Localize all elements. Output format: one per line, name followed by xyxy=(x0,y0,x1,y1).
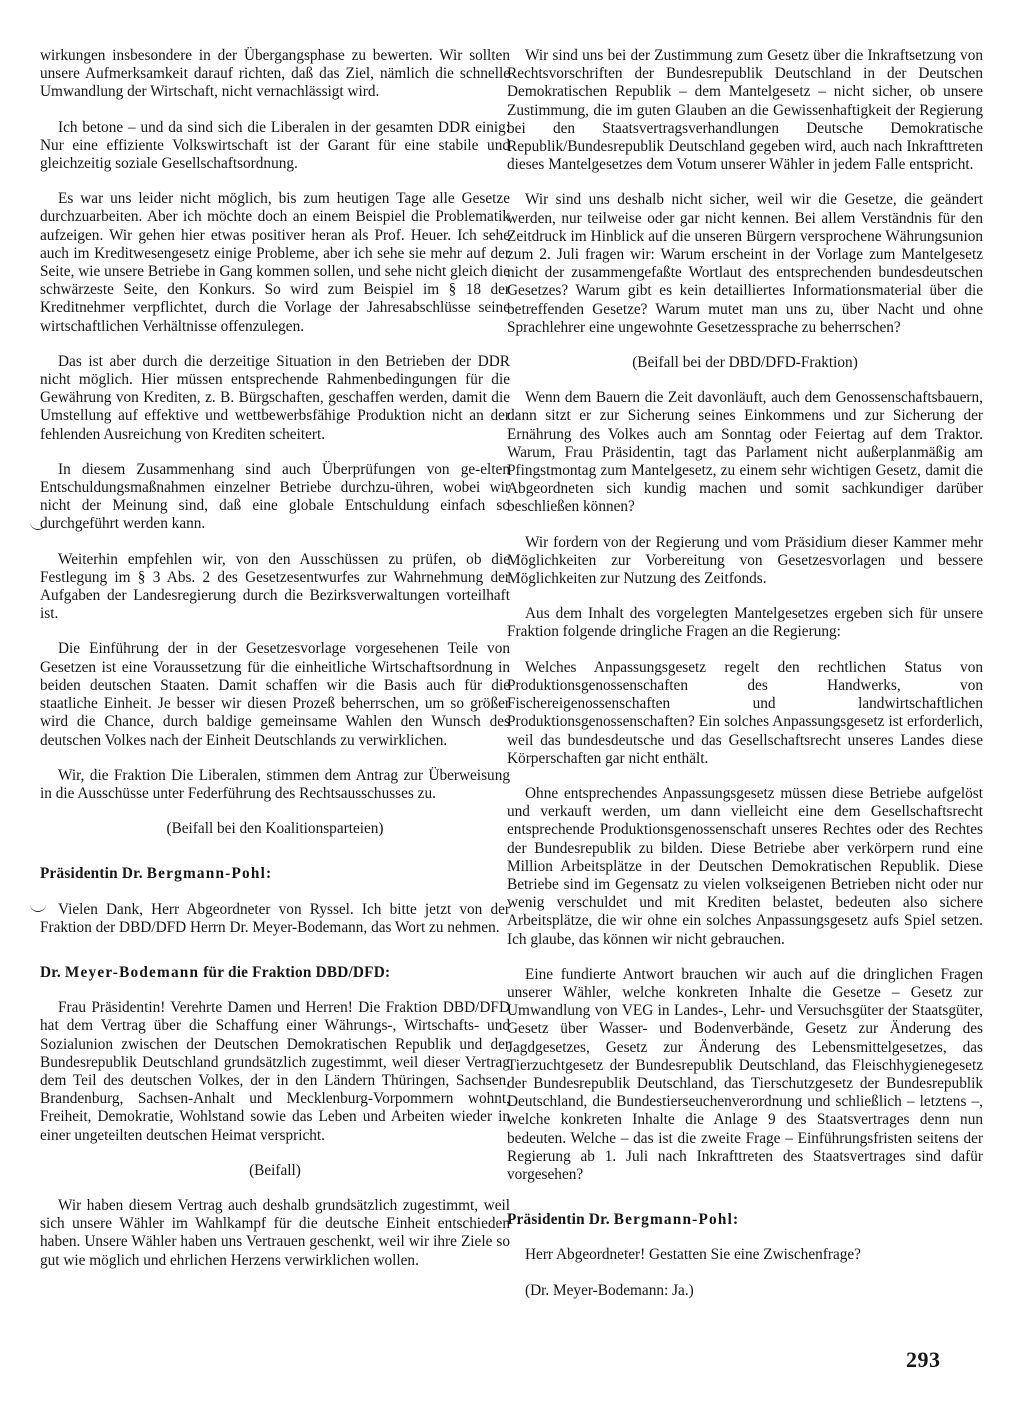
speaker-name: Meyer-Bodemann xyxy=(64,963,200,981)
paragraph: Weiterhin empfehlen wir, von den Ausschüssen zu prüfen, ob die Festlegung im § 3 Abs. 2 des Gesetzesentwurfes zur Wahrnehmung der Aufgaben der Landesregierung durch die Bezirksverwaltungen vorteilhaft ist. xyxy=(40,550,510,623)
paragraph: Wir sind uns deshalb nicht sicher, weil wir die Gesetze, die geändert werden, nur teilweise oder gar nicht kennen. Bei allem Verständnis für den Zeitdruck im Hinblick auf die unseren Bürgern versprochene Währungsunion zum 2. Juli fragen wir: Warum erscheint in der Vorlage zum Mantelgesetz nicht der zusammengefaßte Wortlaut des entsprechenden bundesdeutschen Gesetzes? Warum gibt es kein detailliertes Informationsmaterial über die betreffenden Gesetze? Warum mutet man uns zu, über Nacht und ohne Sprachlehrer eine ungewohnte Gesetzessprache zu beherrschen? xyxy=(507,191,983,336)
left-column xyxy=(40,47,510,1287)
speaker-heading xyxy=(40,865,510,883)
paragraph: Wir haben diesem Vertrag auch deshalb grundsätzlich zugestimmt, weil sich unsere Wähler im Wahlkampf für die deutsche Einheit entschieden haben. Unsere Wähler haben uns Vertrauen geschenkt, weil wir ihre Ziele so gut wie möglich und ehrlichen Herzens verwirklichen wollen. xyxy=(40,1196,510,1269)
paragraph: Ich betone – und da sind sich die Liberalen in der gesamten DDR einig: Nur eine effiziente Volkswirtschaft ist der Garant für eine stabile und gleichzeitig soziale Gesellschaftsordnung. xyxy=(40,118,510,173)
paragraph: Wir fordern von der Regierung und vom Präsidium dieser Kammer mehr Möglichkeiten zur Vorbereitung von Gesetzesvorlagen und bessere Möglichkeiten zur Nutzung des Zeitfonds. xyxy=(507,533,983,588)
paragraph: Das ist aber durch die derzeitige Situation in den Betrieben der DDR nicht möglich. Hier müssen entsprechende Rahmenbedingungen für die Gewährung von Krediten, z. B. Bürgschaften, geschaffen werden, damit die Umstellung auf effektive und wettbewerbsfähige Produktion nicht an der fehlenden Ausreichung von Krediten scheitert. xyxy=(40,352,510,443)
speaker-heading xyxy=(40,964,510,982)
speaker-prefix: Präsidentin Dr. xyxy=(40,865,147,883)
paragraph: In diesem Zusammenhang sind auch Überprüfungen von ge-elten Entschuldungsmaßnahmen einzelner Betriebe durchzu-ühren, wobei wir nicht der Meinung sind, daß eine globale Entschuldung einfach so durchgeführt werden kann. xyxy=(40,460,510,533)
applause-note: (Beifall) xyxy=(249,1161,301,1179)
applause-note: (Beifall bei der DBD/DFD-Fraktion) xyxy=(632,354,858,372)
paragraph: Wir, die Fraktion Die Liberalen, stimmen dem Antrag zur Überweisung in die Ausschüsse unter Federführung des Rechtsausschusses zu. xyxy=(40,766,510,802)
paragraph: Aus dem Inhalt des vorgelegten Mantelgesetzes ergeben sich für unsere Fraktion folgende dringliche Fragen an die Regierung: xyxy=(507,605,983,641)
paragraph: Eine fundierte Antwort brauchen wir auch auf die dringlichen Fragen unserer Wähler, welche konkreten Inhalte die Gesetze – Gesetz zur Umwandlung von VEG in Landes-, Lehr- und Versuchsgüter der Staatsgüter, Gesetz über Wasser- und Bodenverbände, Gesetz zur Änderung des Jagdgesetzes, Gesetz zur Änderung des Lebensmittelgesetzes, das Tierzuchtgesetz der Bundesrepublik Deutschland, das Fleischhygienegesetz der Bundesrepublik Deutschland, das Tierschutzgesetz der Bundesrepublik Deutschland, die Bundestierseuchenverordnung und schließlich – letztens –, welche konkreten Inhalte die Anlage 9 des Staatsvertrages denn nun bedeuten. Welche – das ist die zweite Frage – Einführungsfristen seitens der Regierung ab 1. Juli nach Inkrafttreten des Staatsvertrages sind dafür vorgesehen? xyxy=(507,965,983,1183)
paragraph: Vielen Dank, Herr Abgeordneter von Ryssel. Ich bitte jetzt von der Fraktion der DBD/DFD Herrn Dr. Meyer-Bodemann, das Wort zu nehmen. xyxy=(40,900,510,936)
interjection: (Dr. Meyer-Bodemann: Ja.) xyxy=(525,1281,694,1299)
speaker-suffix: : xyxy=(266,865,272,883)
speaker-name: Bergmann-Pohl xyxy=(613,1211,734,1229)
paragraph: Ohne entsprechendes Anpassungsgesetz müssen diese Betriebe aufgelöst und verkauft werden, um dann vielleicht eine dem Gesellschaftsrecht entsprechende Produktionsgenossenschaft unseres Rechtes oder des Rechtes der Bundesrepublik zu bilden. Diese Betriebe aber verkörpern rund eine Million Arbeitsplätze in der Deutschen Demokratischen Republik. Diese Betriebe sind im Gegensatz zu vielen volkseigenen Betrieben nicht oder nur wenig verschuldet und mit Krediten belastet, bedeuten also sichere Arbeitsplätze, die wir ohne ein solches Anpassungsgesetz aufs Spiel setzen. Ich glaube, das können wir nicht gebrauchen. xyxy=(507,784,983,948)
speaker-heading xyxy=(507,1211,983,1229)
page-number: 293 xyxy=(906,1347,941,1372)
applause-note: (Beifall bei den Koalitionsparteien) xyxy=(166,820,384,838)
paragraph: Es war uns leider nicht möglich, bis zum heutigen Tage alle Gesetze durchzuarbeiten. Aber ich möchte doch an einem Beispiel die Problematik aufzeigen. Wir gehen hier etwas positiver heran als Prof. Heuer. Ich sehe auch im Kreditwesengesetz einige Probleme, aber ich sehe sie mehr auf der Seite, wie unsere Betriebe in Gang kommen sollen, und sehe nicht gleich die schwärzeste Seite, den Konkurs. So wird zum Beispiel im § 18 der Kreditnehmer verpflichtet, durch die Vorlage der Jahresabschlüsse seine wirtschaftlichen Verhältnisse offenzulegen. xyxy=(40,190,510,335)
right-column xyxy=(507,47,983,1317)
paragraph: Wir sind uns bei der Zustimmung zum Gesetz über die Inkraftsetzung von Rechtsvorschriften der Bundesrepublik Deutschland in der Deutschen Demokratischen Republik – dem Mantelgesetz – nicht sicher, ob unsere Zustimmung, die im guten Glauben an die Gewissenhaftigkeit der Regierung bei den Staatsvertragsverhandlungen Deutsche Demokratische Republik/Bundesrepublik Deutschland gegeben wird, auch nach Inkrafttreten dieses Mantelgesetzes dem Votum unserer Wähler in jedem Falle entspricht. xyxy=(507,47,983,174)
speaker-prefix: Präsidentin Dr. xyxy=(507,1211,614,1229)
paragraph: Frau Präsidentin! Verehrte Damen und Herren! Die Fraktion DBD/DFD hat dem Vertrag über die Schaffung einer Währungs-, Wirtschafts- und Sozialunion zwischen der Deutschen Demokratischen Republik und der Bundesrepublik Deutschland grundsätzlich zugestimmt, weil dieser Vertrag dem Teil des deutschen Volkes, der in den Ländern Thüringen, Sachsen, Brandenburg, Sachsen-Anhalt und Mecklenburg-Vorpommern wohnt, Freiheit, Demokratie, Wohlstand sowie das Leben und Arbeiten wieder in einer ungeteilten deutschen Heimat verspricht. xyxy=(40,999,510,1144)
paragraph: Welches Anpassungsgesetz regelt den rechtlichen Status von Produktionsgenossenschaften des Handwerks, von Fischereigenossenschaften und landwirtschaftlichen Produktionsgenossenschaften? Ein solches Anpassungsgesetz ist erforderlich, weil das bundesdeutsche und das Gesellschaftsrecht unseres Landes diese Körperschaften gar nicht enthält. xyxy=(507,658,983,767)
paragraph: Die Einführung der in der Gesetzesvorlage vorgesehenen Teile von Gesetzen ist eine Voraussetzung für die einheitliche Wirtschaftsordnung in beiden deutschen Staaten. Damit schaffen wir die Basis auch für die staatliche Einheit. Je besser wir diesen Prozeß beherrschen, um so größer wird die Chance, durch baldige gemeinsame Wahlen den Wunsch des deutschen Volkes nach der Einheit Deutschlands zu verwirklichen. xyxy=(40,640,510,749)
paragraph: Herr Abgeordneter! Gestatten Sie eine Zwischenfrage? xyxy=(525,1246,861,1264)
speaker-name: Bergmann-Pohl xyxy=(146,865,267,883)
speaker-suffix: : xyxy=(733,1211,739,1229)
speaker-prefix: Dr. xyxy=(40,963,65,981)
paragraph: Wenn dem Bauern die Zeit davonläuft, auch dem Genossenschaftsbauern, dann sitzt er zur Sicherung seines Einkommens und zur Sicherung der Ernährung des Volkes auch am Sonntag oder Feiertag auf dem Traktor. Warum, Frau Präsidentin, tagt das Parlament nicht außerplanmäßig am Pfingstmontag zum Mantelgesetz, zu einem sehr wichtigen Gesetz, damit die Abgeordneten sich kundig machen und somit sachkundiger darüber beschließen können? xyxy=(507,389,983,516)
speaker-suffix: für die Fraktion DBD/DFD: xyxy=(199,963,391,981)
paragraph: wirkungen insbesondere in der Übergangsphase zu bewerten. Wir sollten unsere Aufmerksamkeit darauf richten, daß das Ziel, nämlich die schnelle Umwandlung der Wirtschaft, nicht vernachlässigt wird. xyxy=(40,47,510,101)
